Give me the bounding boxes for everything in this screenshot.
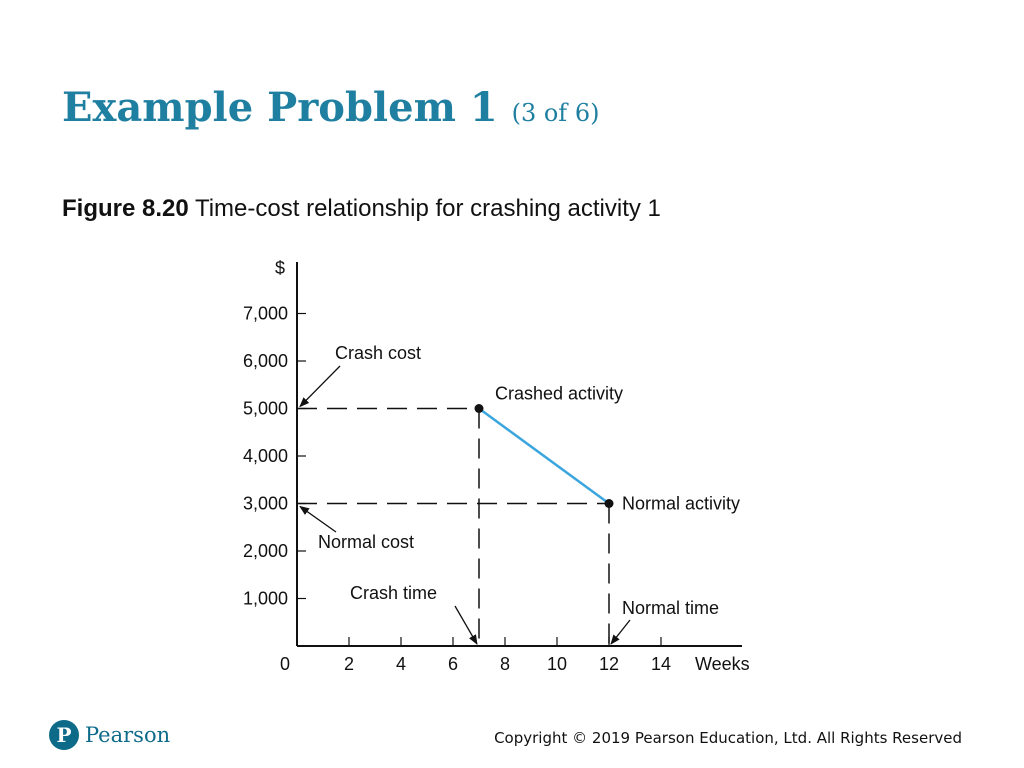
x-tick-label: 0 [279, 654, 291, 674]
x-tick-label: 12 [598, 654, 620, 674]
crash-time-label: Crash time [350, 583, 438, 603]
x-tick-label: 8 [499, 654, 511, 674]
y-axis-title: $ [274, 258, 286, 278]
y-tick-label: 5,000 [242, 398, 288, 419]
y-tick-label: 7,000 [242, 303, 288, 324]
x-tick-label: 4 [395, 654, 407, 674]
crashed-activity-point [475, 404, 484, 413]
normal-cost-arrow [300, 507, 336, 533]
y-tick-label: 3,000 [242, 493, 288, 514]
normal-time-arrow [611, 620, 630, 644]
y-tick-label: 2,000 [242, 541, 288, 561]
pearson-p-icon: P [49, 720, 79, 750]
x-axis-title: Weeks [695, 654, 750, 674]
caption-text: Time-cost relationship for crashing activity 1 [194, 195, 661, 222]
crash-cost-label: Crash cost [335, 343, 422, 363]
normal-activity-label: Normal activity [622, 493, 741, 514]
y-tick-label: 1,000 [242, 588, 288, 609]
copyright-notice: Copyright © 2019 Pearson Education, Ltd. All Rights Reserved [494, 729, 962, 747]
x-tick-label: 14 [650, 654, 672, 674]
x-tick-label: 10 [546, 654, 568, 674]
caption-figure-number: Figure 8.20 [62, 195, 189, 222]
normal-cost-label: Normal cost [318, 532, 415, 552]
y-tick-label: 6,000 [242, 351, 288, 371]
y-tick-label: 4,000 [242, 446, 288, 466]
title-suffix: (3 of 6) [511, 99, 600, 127]
normal-time-label: Normal time [622, 598, 720, 618]
x-tick-label: 6 [447, 654, 459, 674]
crash-cost-arrow [300, 366, 340, 407]
pearson-wordmark: Pearson [85, 723, 171, 747]
x-tick-label: 2 [343, 654, 355, 674]
title-text: Example Problem 1 [62, 84, 498, 131]
cost-slope-line [479, 409, 609, 504]
crashed-activity-label: Crashed activity [495, 383, 624, 404]
pearson-logo [49, 720, 170, 750]
normal-activity-point [605, 499, 614, 508]
crash-time-arrow [455, 606, 477, 644]
